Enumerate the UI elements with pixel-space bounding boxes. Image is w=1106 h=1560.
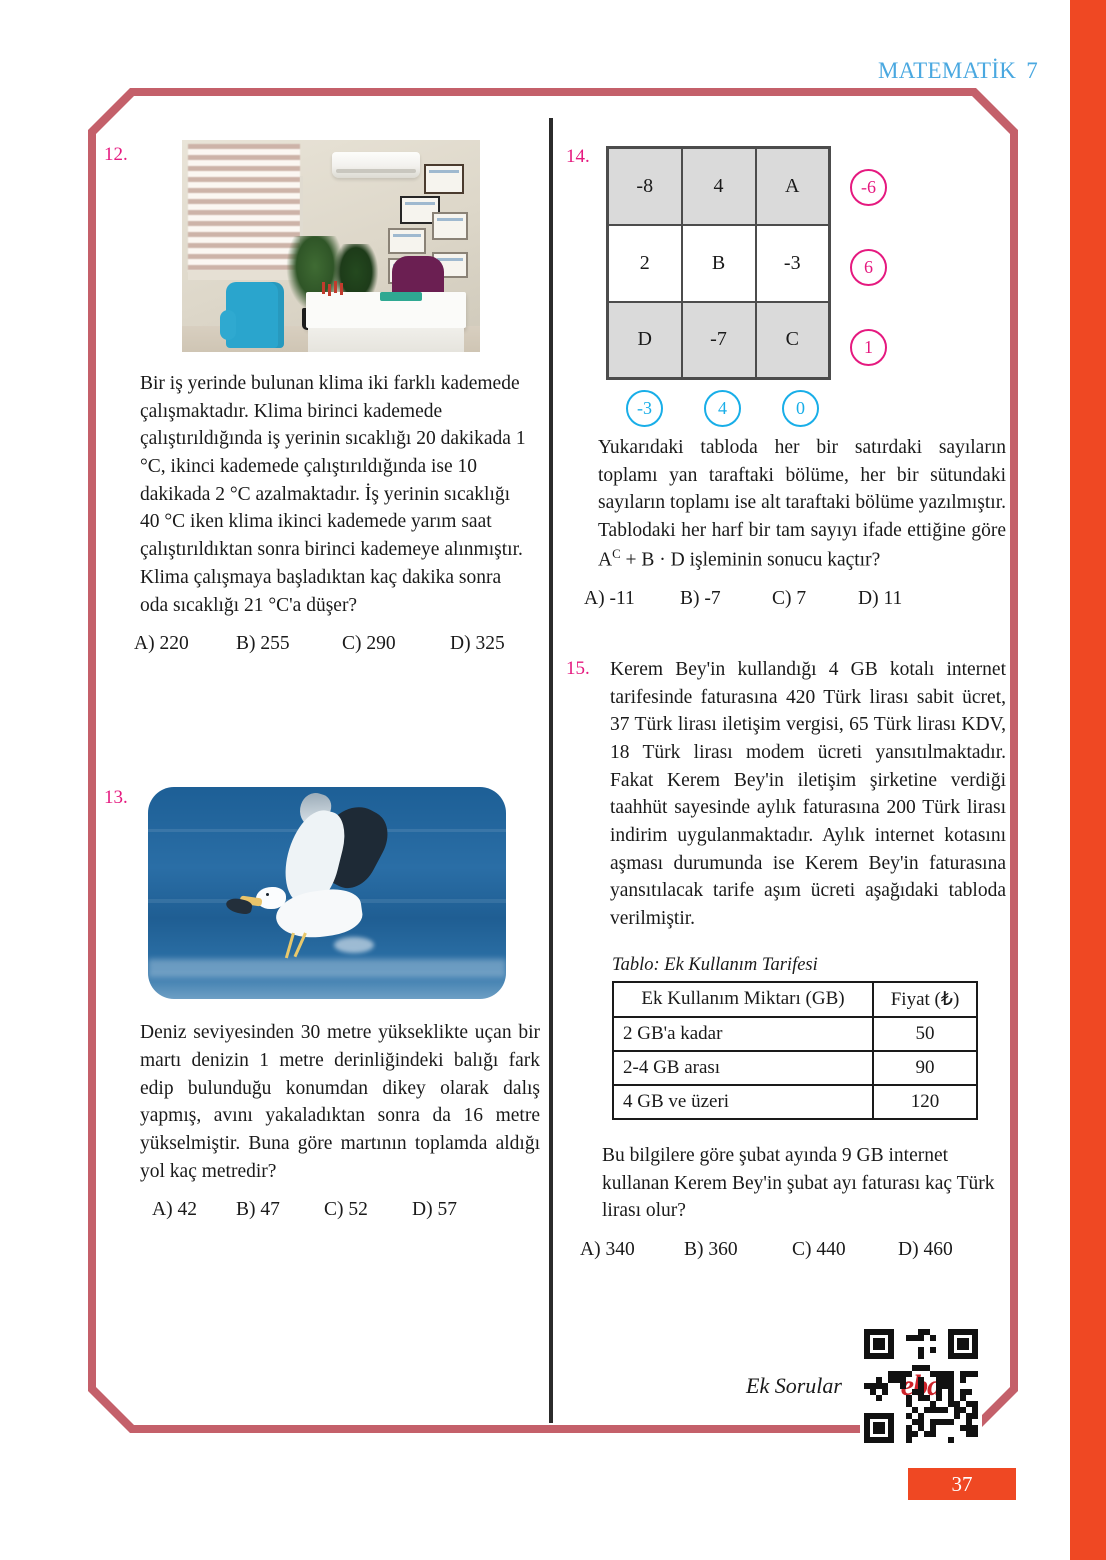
q14-option-d[interactable]: D) 11	[858, 587, 903, 609]
tariff-r3-label: 4 GB ve üzeri	[613, 1085, 873, 1119]
tariff-table	[612, 981, 978, 1120]
col-sum-2: 4	[704, 390, 741, 427]
cell-r1c1: -8	[608, 148, 682, 225]
q14-exponent: C	[612, 546, 621, 561]
question-13-options	[152, 1199, 534, 1221]
q13-option-b[interactable]: B) 47	[236, 1199, 280, 1221]
q15-option-b[interactable]: B) 360	[684, 1238, 738, 1260]
q12-option-c[interactable]: C) 290	[342, 633, 396, 655]
tariff-r3-price: 120	[873, 1085, 977, 1119]
question-13-text: Deniz seviyesinden 30 metre yükseklikte uçan bir martı denizin 1 metre derinliğindeki balığı fark edip bulunduğu konumdan dikey olarak dalış yapmış, avını yakaladıktan sonra da 16 metre yükselmiştir. Buna göre martının toplamda aldığı yol kaç metredir?	[140, 1022, 540, 1182]
q12-option-a[interactable]: A) 220	[134, 633, 189, 655]
question-14-number: 14.	[566, 146, 590, 167]
right-edge-strip	[1070, 0, 1106, 1560]
tariff-r2-label: 2-4 GB arası	[613, 1051, 873, 1085]
page-number-badge: 37	[908, 1468, 1016, 1500]
question-14-options	[584, 588, 1006, 610]
q15-option-d[interactable]: D) 460	[898, 1238, 953, 1260]
q15-option-c[interactable]: C) 440	[792, 1238, 846, 1260]
table-row	[608, 302, 830, 379]
left-column	[104, 140, 540, 1221]
tariff-r1-price: 50	[873, 1017, 977, 1051]
q15-option-a[interactable]: A) 340	[580, 1238, 635, 1260]
question-14-text	[598, 434, 1006, 574]
q14-option-c[interactable]: C) 7	[772, 587, 807, 609]
q14-option-b[interactable]: B) -7	[680, 587, 721, 609]
header-subject: MATEMATİK	[878, 58, 1017, 83]
q14-option-a[interactable]: A) -11	[584, 587, 635, 609]
question-12	[104, 140, 534, 655]
question-12-options	[134, 633, 534, 655]
cell-r1c2: 4	[682, 148, 756, 225]
question-13-number: 13.	[104, 787, 128, 809]
col-sum-1: -3	[626, 390, 663, 427]
cell-r3c2: -7	[682, 302, 756, 379]
cell-r2c2: B	[682, 225, 756, 302]
tariff-table-caption: Tablo: Ek Kullanım Tarifesi	[612, 954, 818, 975]
office-photo	[182, 140, 480, 352]
question-14	[566, 146, 1006, 610]
right-column	[566, 140, 1006, 1398]
magic-square-wrapper	[606, 146, 1006, 428]
cell-r1c3: A	[756, 148, 830, 225]
cell-r2c3: -3	[756, 225, 830, 302]
magic-square-table	[606, 146, 831, 380]
column-divider	[549, 118, 553, 1423]
question-13	[104, 787, 540, 1221]
window-blinds-icon	[188, 144, 300, 272]
q12-option-d[interactable]: D) 325	[450, 633, 505, 655]
table-header-row	[613, 982, 977, 1017]
cell-r2c1: 2	[608, 225, 682, 302]
table-row	[613, 1085, 977, 1119]
ek-sorular-block[interactable]	[746, 1325, 982, 1447]
q12-option-b[interactable]: B) 255	[236, 633, 290, 655]
q14-text-part1: Yukarıdaki tabloda her bir satırdaki sayıların toplamı yan taraftaki bölüme, her bir sütundaki sayıların toplamı ise alt taraftaki bölüme yazılmıştır. Tablodaki her harf bir tam sayıyı ifade ettiğine göre A	[598, 437, 1006, 571]
question-15-closing-text: Bu bilgilere göre şubat ayında 9 GB internet kullanan Kerem Bey'in şubat ayı faturası kaç Türk lirası olur?	[602, 1144, 995, 1222]
question-12-number: 12.	[104, 144, 128, 165]
tariff-r2-price: 90	[873, 1051, 977, 1085]
qr-code-icon[interactable]	[860, 1325, 982, 1447]
row-sum-3: 1	[850, 329, 887, 366]
q14-text-part2: + B · D işleminin sonucu kaçtır?	[620, 549, 881, 571]
tariff-header-amount: Ek Kullanım Miktarı (GB)	[613, 982, 873, 1017]
header-grade: 7	[1026, 58, 1038, 83]
q13-option-c[interactable]: C) 52	[324, 1199, 368, 1221]
table-row	[608, 148, 830, 225]
question-15	[566, 656, 1006, 1261]
question-15-options	[580, 1239, 1006, 1261]
question-15-text: Kerem Bey'in kullandığı 4 GB kotalı internet tarifesinde faturasına 420 Türk lirası sabit ücret, 37 Türk lirası iletişim vergisi, 65 Türk lirası KDV, 18 Türk lirası modem ücreti yansıtılmaktadır. Fakat Kerem Bey'in iletişim şirketine verdiği taahhüt sayesinde aylık faturasına 200 Türk lirası indirim uygulanmaktadır. Aylık internet kotasını aşması durumunda ise Kerem Bey'in faturasına yansıtılacak tarife aşım ücreti aşağıdaki tabloda verilmiştir.	[610, 658, 1006, 930]
table-row	[613, 1051, 977, 1085]
row-sum-2: 6	[850, 249, 887, 286]
q13-option-a[interactable]: A) 42	[152, 1199, 197, 1221]
row-sum-1: -6	[850, 169, 887, 206]
page-header	[878, 58, 1038, 84]
cell-r3c1: D	[608, 302, 682, 379]
question-12-text: Bir iş yerinde bulunan klima iki farklı kademede çalışmaktadır. Klima birinci kademede çalıştırıldığında iş yerinin sıcaklığı 20 dakikada 1 °C, ikinci kademede çalıştırıldığında ise 10 dakikada 2 °C azalmaktadır. İş yerinin sıcaklığı 40 °C iken klima ikinci kademede yarım saat çalıştırıldıktan sonra birinci kademeye alınmıştır. Klima çalışmaya başladıktan kaç dakika sonra oda sıcaklığı 21 °C'a düşer?	[140, 373, 526, 616]
ek-sorular-label: Ek Sorular	[746, 1373, 842, 1398]
seagull-photo	[148, 787, 506, 999]
cell-r3c3: C	[756, 302, 830, 379]
tariff-r1-label: 2 GB'a kadar	[613, 1017, 873, 1051]
tariff-header-price: Fiyat (₺)	[873, 982, 977, 1017]
col-sum-3: 0	[782, 390, 819, 427]
q13-option-d[interactable]: D) 57	[412, 1199, 457, 1221]
table-row	[608, 225, 830, 302]
question-15-number: 15.	[566, 657, 590, 679]
table-row	[613, 1017, 977, 1051]
air-conditioner-icon	[332, 152, 420, 178]
